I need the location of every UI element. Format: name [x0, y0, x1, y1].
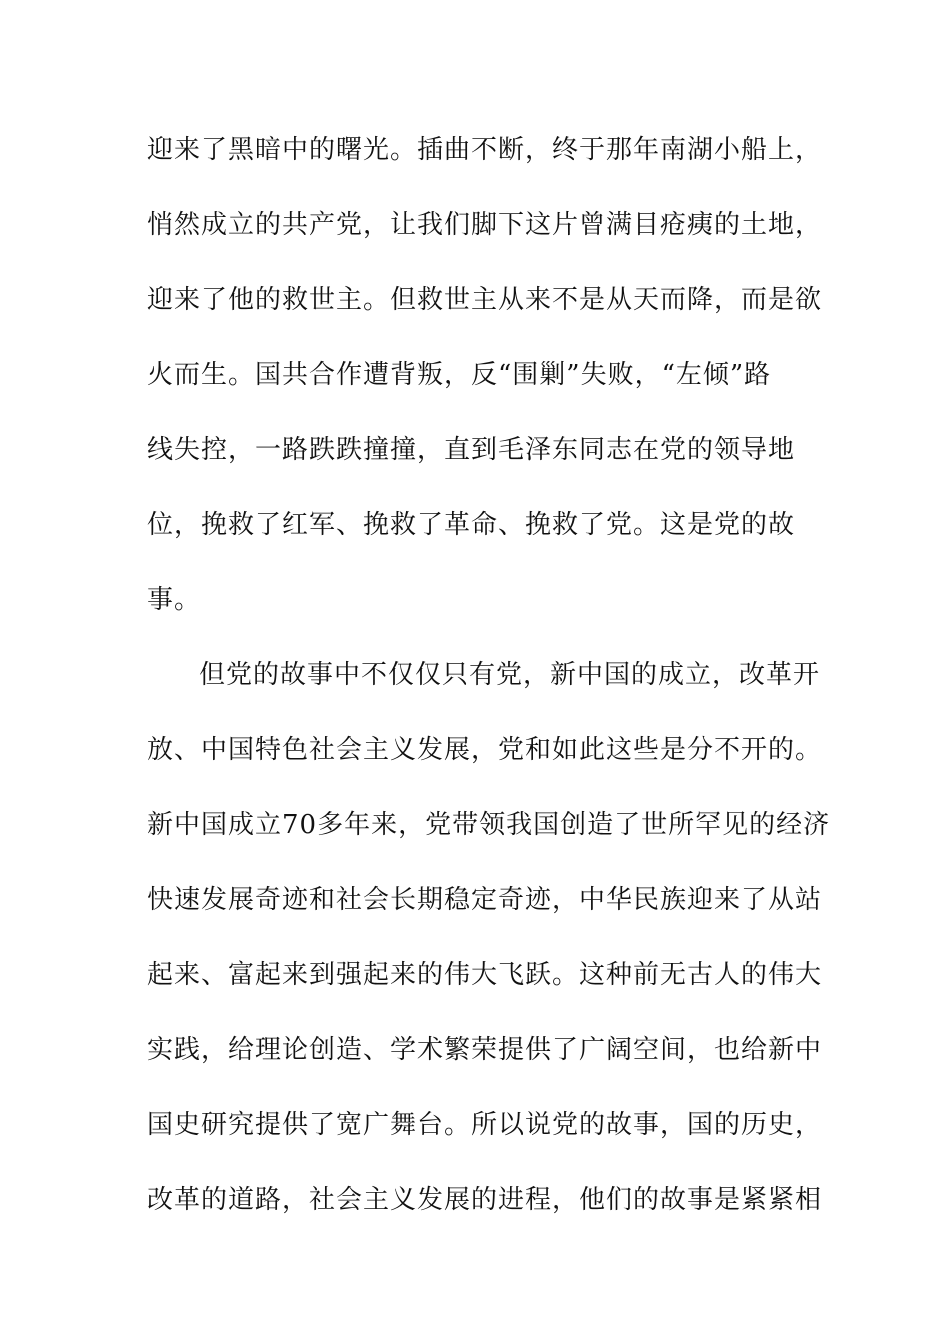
text-line: 迎来了他的救世主。但救世主从来不是从天而降，而是欲 [147, 285, 823, 315]
text-line: 起来、富起来到强起来的伟大飞跃。这种前无古人的伟大 [147, 960, 823, 990]
text-line: 国史研究提供了宽广舞台。所以说党的故事，国的历史， [147, 1110, 823, 1140]
text-line: 位，挽救了红军、挽救了革命、挽救了党。这是党的故 [147, 510, 796, 540]
paragraph-start-line: 但党的故事中不仅仅只有党，新中国的成立，改革开 [199, 660, 821, 690]
text-line: 放、中国特色社会主义发展，党和如此这些是分不开的。 [147, 735, 823, 765]
text-line: 改革的道路，社会主义发展的进程，他们的故事是紧紧相 [147, 1185, 823, 1215]
text-line: 事。 [147, 585, 202, 615]
text-line: 新中国成立70多年来，党带领我国创造了世所罕见的经济 [147, 810, 831, 840]
text-line: 实践，给理论创造、学术繁荣提供了广阔空间，也给新中 [147, 1035, 823, 1065]
text-line: 火而生。国共合作遭背叛，反“围剿”失败，“左倾”路 [147, 360, 772, 390]
text-line: 迎来了黑暗中的曙光。插曲不断，终于那年南湖小船上， [147, 135, 823, 165]
text-line: 线失控，一路跌跌撞撞，直到毛泽东同志在党的领导地 [147, 435, 796, 465]
text-line: 悄然成立的共产党，让我们脚下这片曾满目疮痍的土地， [147, 210, 823, 240]
text-line: 快速发展奇迹和社会长期稳定奇迹，中华民族迎来了从站 [147, 885, 823, 915]
